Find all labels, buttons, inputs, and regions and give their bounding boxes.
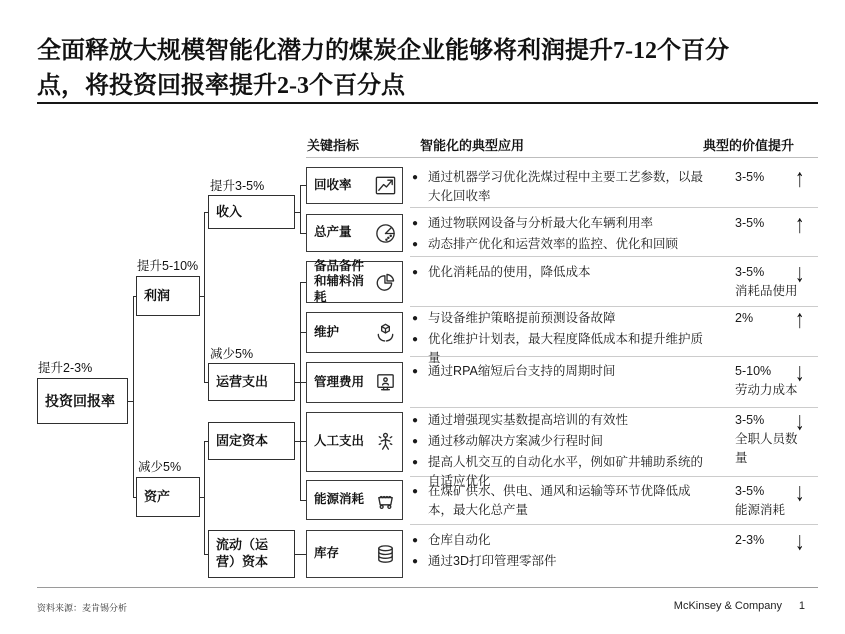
tree-box-assets [136, 477, 200, 517]
indicator-label: 维护 [314, 324, 340, 339]
bullet-dot-icon: ● [412, 457, 419, 468]
value-percent: 2-3% [735, 533, 765, 547]
value-percent: 2% [735, 311, 754, 325]
row-divider [410, 256, 818, 257]
application-bullets [412, 309, 712, 368]
table-bottom-rule [37, 587, 818, 588]
value-sublabel: 全职人员数量 [735, 431, 798, 465]
application-text: 与设备维护策略提前预测设备故障 [428, 311, 616, 325]
application-bullet [412, 432, 712, 451]
connector-line [204, 212, 208, 213]
application-text: 通过3D打印管理零部件 [428, 554, 557, 568]
row-divider [410, 407, 818, 408]
application-row [412, 359, 818, 397]
tree-box-label: 运营支出 [216, 373, 269, 389]
source-note: 资料来源：麦肯锡分析 [37, 603, 128, 613]
indicator-box [306, 412, 403, 472]
direction-arrow-icon: ↓ [795, 408, 805, 437]
database-icon [374, 543, 397, 566]
application-text: 优化维护计划表，最大程度降低成本和提升维护质量 [428, 332, 704, 365]
application-bullet [412, 263, 712, 282]
connector-line [294, 382, 306, 383]
pie-chart-icon [374, 222, 397, 245]
person-icon [374, 431, 397, 454]
delta-roi: 提升2-3% [38, 361, 93, 375]
tree-box-roi [37, 378, 128, 424]
bullet-dot-icon: ● [412, 313, 419, 324]
direction-arrow-icon: ↓ [795, 359, 805, 388]
value-percent: 3-5% [735, 265, 765, 279]
connector-line [300, 282, 301, 501]
direction-arrow-icon: ↑ [795, 211, 805, 240]
tree-box-label: 投资回报率 [45, 392, 115, 409]
indicator-label: 能源消耗 [314, 492, 365, 507]
indicator-box [306, 362, 403, 403]
row-divider [410, 524, 818, 525]
connector-line [133, 296, 134, 498]
application-bullets [412, 411, 712, 491]
indicator-box [306, 530, 403, 578]
column-header-indicator: 关键指标 [307, 138, 360, 153]
application-text: 通过RPA缩短后台支持的周期时间 [428, 364, 616, 378]
indicator-label: 人工支出 [314, 434, 365, 449]
connector-line [294, 441, 306, 442]
pie-slice-icon [374, 271, 397, 294]
direction-arrow-icon: ↓ [795, 479, 805, 508]
delta-profit: 提升5-10% [137, 259, 199, 273]
indicator-box [306, 167, 403, 204]
application-bullet [412, 235, 712, 254]
bullet-dot-icon: ● [412, 535, 419, 546]
application-text: 仓库自动化 [428, 533, 491, 547]
application-bullet [412, 482, 712, 520]
delta-opex: 减少5% [210, 347, 254, 361]
tree-box-label: 利润 [144, 287, 171, 303]
application-text: 通过物联网设备与分析最大化车辆利用率 [428, 216, 654, 230]
value-percent: 3-5% [735, 484, 765, 498]
connector-line [133, 497, 136, 498]
application-bullet [412, 531, 712, 550]
indicator-box [306, 258, 403, 304]
application-text: 优化消耗品的使用，降低成本 [428, 265, 591, 279]
connector-line [204, 441, 205, 555]
direction-arrow-icon: ↓ [795, 528, 805, 557]
connector-line [204, 382, 208, 383]
application-row [412, 408, 818, 493]
row-divider [410, 306, 818, 307]
application-bullet [412, 309, 712, 328]
application-text: 通过增强现实基数提高培训的有效性 [428, 413, 629, 427]
column-header-value: 典型的价值提升 [703, 138, 795, 153]
application-bullet [412, 552, 712, 571]
direction-arrow-icon: ↑ [795, 165, 805, 194]
application-bullets [412, 263, 712, 282]
indicator-label: 回收率 [314, 177, 352, 192]
value-percent: 5-10% [735, 364, 772, 378]
application-row [412, 260, 818, 298]
indicator-box [306, 312, 403, 353]
bullet-dot-icon: ● [412, 556, 419, 567]
header-divider [306, 157, 818, 158]
value-sublabel: 消耗品使用 [735, 283, 798, 298]
mine-cart-icon [374, 489, 397, 512]
indicator-label: 备品备件和辅料消耗 [314, 258, 365, 304]
bullet-dot-icon: ● [412, 415, 419, 426]
mckinsey-logo: McKinsey & Company [673, 600, 782, 612]
application-bullet [412, 362, 712, 381]
tree-box-label: 流动（运营）资本 [216, 537, 269, 569]
tree-box-label: 资产 [144, 488, 171, 504]
bullet-dot-icon: ● [412, 436, 419, 447]
application-text: 在煤矿供水、供电、通风和运输等环节优降低成本，最大化总产量 [428, 484, 691, 517]
hands-cube-icon [374, 321, 397, 344]
bullet-dot-icon: ● [412, 267, 419, 278]
tree-box-label: 收入 [216, 203, 243, 219]
application-bullets [412, 362, 712, 381]
title-rule [37, 102, 818, 104]
connector-line [204, 212, 205, 383]
direction-arrow-icon: ↓ [795, 260, 805, 289]
application-row [412, 479, 818, 522]
indicator-label: 管理费用 [314, 374, 365, 389]
bullet-dot-icon: ● [412, 366, 419, 377]
application-row [412, 528, 818, 573]
tree-box-revenue [208, 195, 295, 229]
application-bullets [412, 531, 712, 571]
line-chart-icon [374, 174, 397, 197]
connector-line [133, 296, 136, 297]
application-bullets [412, 482, 712, 520]
application-text: 提高人机交互的自动化水平，例如矿井辅助系统的自适应优化 [428, 455, 704, 488]
delta-assets: 减少5% [138, 460, 182, 474]
application-row [412, 211, 818, 256]
connector-line [300, 185, 301, 234]
bullet-dot-icon: ● [412, 486, 419, 497]
slide-title: 全面释放大规模智能化潜力的煤炭企业能够将利润提升7-12个百分点，将投资回报率提升2-3个百分点 [37, 38, 729, 99]
value-percent: 3-5% [735, 413, 765, 427]
page-number: 1 [798, 600, 805, 612]
connector-line [294, 554, 306, 555]
application-text: 通过机器学习优化洗煤过程中主要工艺参数，以最大化回收率 [428, 170, 704, 203]
bullet-dot-icon: ● [412, 172, 419, 183]
application-text: 动态排产优化和运营效率的监控、优化和回顾 [428, 237, 679, 251]
direction-arrow-icon: ↑ [795, 306, 805, 335]
value-sublabel: 劳动力成本 [735, 382, 798, 397]
column-header-applications: 智能化的典型应用 [420, 138, 525, 153]
bullet-dot-icon: ● [412, 218, 419, 229]
indicator-box [306, 480, 403, 520]
application-bullets [412, 214, 712, 254]
indicator-label: 库存 [314, 546, 340, 561]
value-percent: 3-5% [735, 170, 765, 184]
bullet-dot-icon: ● [412, 334, 419, 345]
application-bullet [412, 168, 712, 206]
value-percent: 3-5% [735, 216, 765, 230]
tree-box-working-capital [208, 530, 295, 578]
value-sublabel: 能源消耗 [735, 502, 786, 517]
indicator-label: 总产量 [314, 225, 352, 240]
application-bullet [412, 411, 712, 430]
tree-box-opex [208, 363, 295, 401]
connector-line [204, 441, 208, 442]
delta-revenue: 提升3-5% [210, 179, 265, 193]
tree-box-fixed-capital [208, 422, 295, 460]
application-text: 通过移动解决方案减少行程时间 [428, 434, 604, 448]
application-row [412, 165, 818, 208]
indicator-box [306, 214, 403, 252]
tree-box-label: 固定资本 [216, 432, 269, 448]
connector-line [204, 554, 208, 555]
application-row [412, 306, 818, 370]
application-bullets [412, 168, 712, 206]
application-bullet [412, 214, 712, 233]
monitor-icon [374, 371, 397, 394]
tree-box-profit [136, 276, 200, 316]
bullet-dot-icon: ● [412, 239, 419, 250]
